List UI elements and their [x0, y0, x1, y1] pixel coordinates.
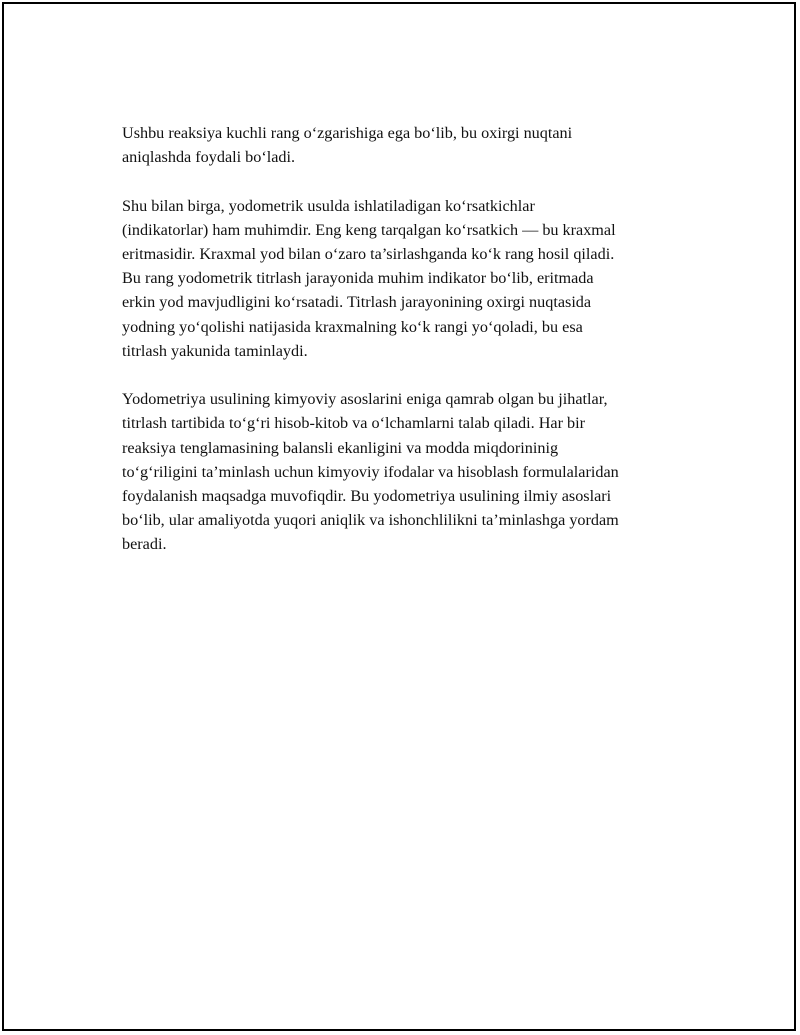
- document-body: [122, 121, 697, 581]
- paragraph-line: reaksiya tenglamasining balansli ekanligini va modda miqdorininig: [122, 438, 559, 457]
- paragraph-line: titrlash tartibida to‘g‘ri hisob-kitob va o‘lchamlarni talab qiladi. Har bir: [122, 414, 586, 433]
- paragraph-line: aniqlashda foydali bo‘ladi.: [122, 148, 296, 167]
- paragraph-line: to‘g‘riligini ta’minlash uchun kimyoviy ifodalar va hisoblash formulalaridan: [122, 462, 619, 481]
- paragraph-line: erkin yod mavjudligini ko‘rsatadi. Titrlash jarayonining oxirgi nuqtasida: [122, 293, 592, 312]
- paragraph-line: eritmasidir. Kraxmal yod bilan o‘zaro ta’sirlashganda ko‘k rang hosil qiladi.: [122, 245, 615, 263]
- paragraph-line: beradi.: [122, 535, 167, 554]
- paragraph-2: [122, 194, 697, 363]
- paragraph-line: Bu rang yodometrik titrlash jarayonida muhim indikator bo‘lib, eritmada: [122, 269, 594, 288]
- paragraph-line: titrlash yakunida taminlaydi.: [122, 341, 308, 360]
- paragraph-line: Yodometriya usulining kimyoviy asoslarini eniga qamrab olgan bu jihatlar,: [122, 390, 608, 409]
- page-frame: [2, 2, 796, 1031]
- paragraph-line: foydalanish maqsadga muvofiqdir. Bu yodometriya usulining ilmiy asoslari: [122, 487, 612, 506]
- paragraph-line: (indikatorlar) ham muhimdir. Eng keng tarqalgan ko‘rsatkich — bu kraxmal: [122, 220, 616, 239]
- paragraph-line: bo‘lib, ular amaliyotda yuqori aniqlik va ishonchlilikni ta’minlashga yordam: [122, 511, 619, 530]
- paragraph-line: Shu bilan birga, yodometrik usulda ishlatiladigan ko‘rsatkichlar: [122, 196, 535, 215]
- paragraph-line: Ushbu reaksiya kuchli rang o‘zgarishiga ega bo‘lib, bu oxirgi nuqtani: [122, 124, 573, 142]
- paragraph-3: [122, 387, 697, 556]
- paragraph-line: yodning yo‘qolishi natijasida kraxmalning ko‘k rangi yo‘qoladi, bu esa: [122, 317, 583, 336]
- paragraph-1: [122, 121, 697, 169]
